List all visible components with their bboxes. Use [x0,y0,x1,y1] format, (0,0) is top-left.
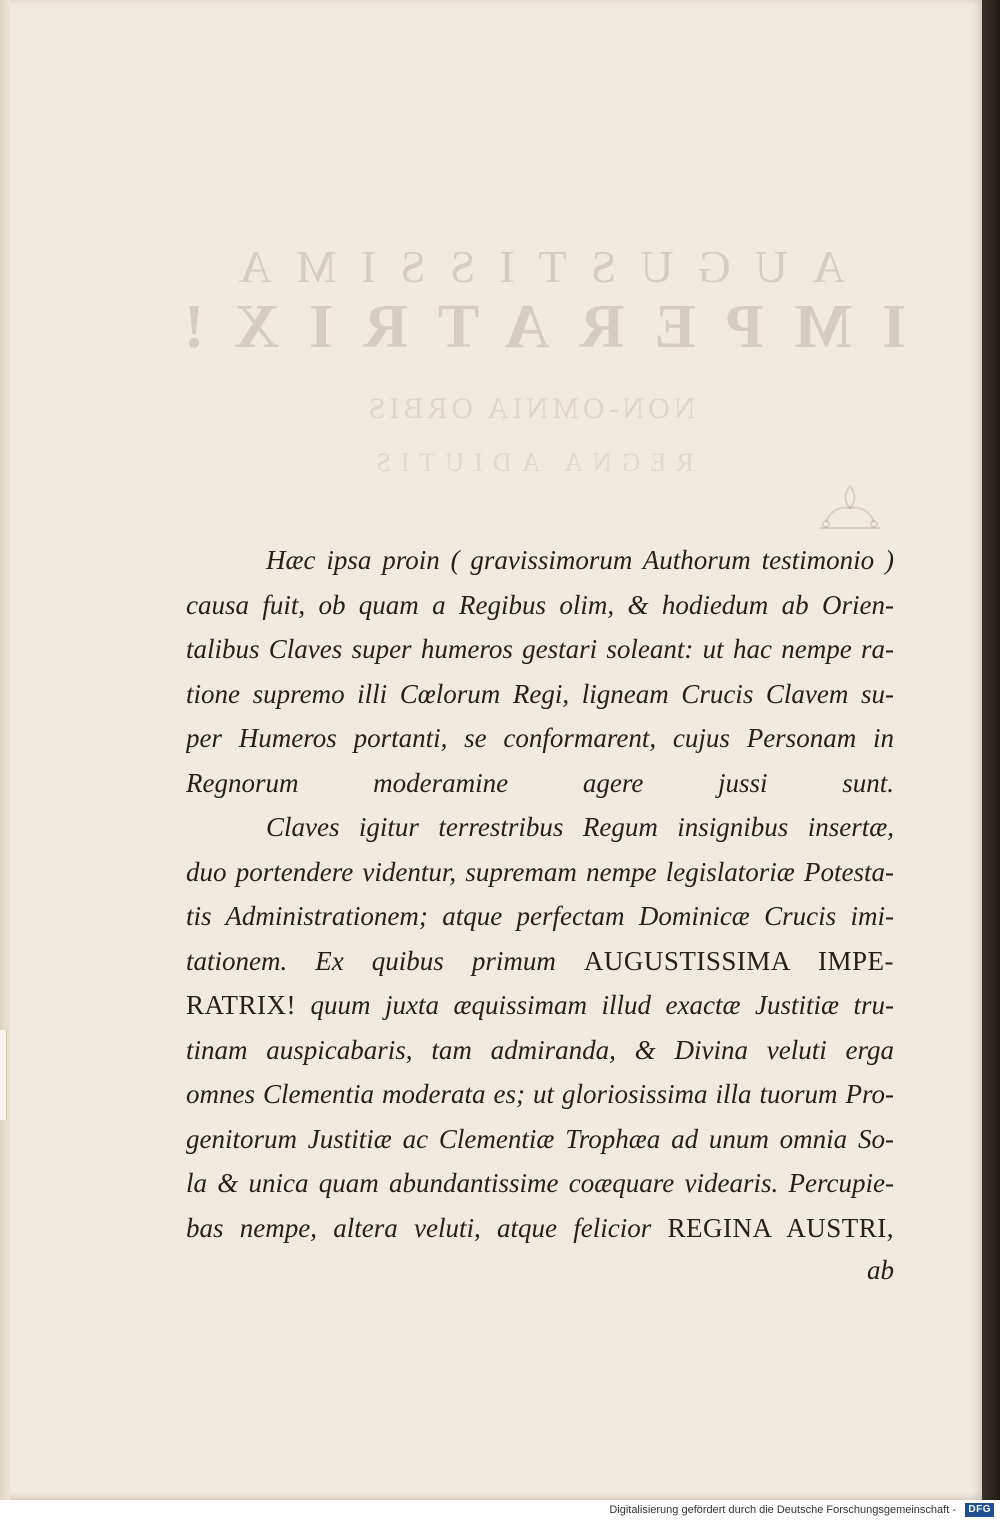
show-through-line-4: REGNA ADIUTIS [366,448,694,477]
text-line [186,850,894,895]
capitals-text: AUGUSTISSIMA IMPE- [583,945,894,976]
italic-text: tione supremo illi Cœlorum Regi, ligneam Crucis Clavem su- [186,678,894,709]
italic-text: bas nempe, altera veluti, atque felicior [186,1212,668,1243]
show-through-line-2: IMPERATRIX! [153,293,907,361]
italic-text: tis Administrationem; atque perfectam Dominicæ Crucis imi- [186,901,894,931]
italic-text: duo portendere videntur, supremam nempe legislatoriæ Potesta- [186,856,894,887]
text-line [186,627,894,672]
text-line [186,1117,894,1162]
italic-text: Hæc ipsa proin ( gravissimorum Authorum testimonio ) [266,545,894,575]
binding-tab [0,1030,7,1120]
italic-text: tationem. Ex quibus primum [186,945,584,976]
text-line [186,1028,894,1073]
italic-text: la & unica quam abundantissime coæquare videaris. Percupie- [186,1168,894,1198]
text-line [186,672,894,717]
italic-text: quum juxta æquissimam illud exactæ Justitiæ tru- [296,990,894,1020]
dfg-logo: DFG [965,1503,994,1517]
capitals-text: REGINA AUSTRI, [667,1212,894,1243]
paragraph-first-line [186,538,894,583]
main-text-block [186,538,894,1250]
footer-credit: Digitalisierung gefördert durch die Deutsche Forschungsgemeinschaft - [609,1504,956,1516]
text-line [186,983,894,1028]
book-cover-edge [982,0,1000,1500]
text-line [186,1161,894,1206]
text-line [186,1206,894,1251]
italic-text: Regnorum moderamine agere jussi sunt. [186,767,894,798]
text-line [186,716,894,761]
paragraph-first-line [186,805,894,850]
page-binding-edge [0,0,10,1500]
italic-text: causa fuit, ob quam a Regibus olim, & hodiedum ab Orien- [186,589,894,620]
italic-text: genitorum Justitiæ ac Clementiæ Trophæa ad unum omnia So- [186,1123,894,1154]
italic-text: Claves igitur terrestribus Regum insignibus insertæ, [266,812,894,842]
italic-text: per Humeros portanti, se conformarent, cujus Personam in [186,723,894,753]
show-through-line-3: NON-OMNIA ORBIS [364,392,696,425]
text-line [186,1072,894,1117]
italic-text: omnes Clementia moderata es; ut gloriosissima illa tuorum Pro- [186,1079,894,1109]
text-line [186,583,894,628]
catchword: ab [867,1255,894,1285]
text-line [186,939,894,984]
italic-text: talibus Claves super humeros gestari soleant: ut hac nempe ra- [186,634,894,664]
text-line [186,761,894,806]
capitals-text: RATRIX! [186,990,296,1020]
text-line [186,894,894,939]
digitization-footer [0,1500,1000,1520]
show-through-ornament-icon [800,478,900,538]
italic-text: tinam auspicabaris, tam admiranda, & Divina veluti erga [186,1034,894,1065]
show-through-line-1: AUGUSTISSIMA [214,241,846,292]
